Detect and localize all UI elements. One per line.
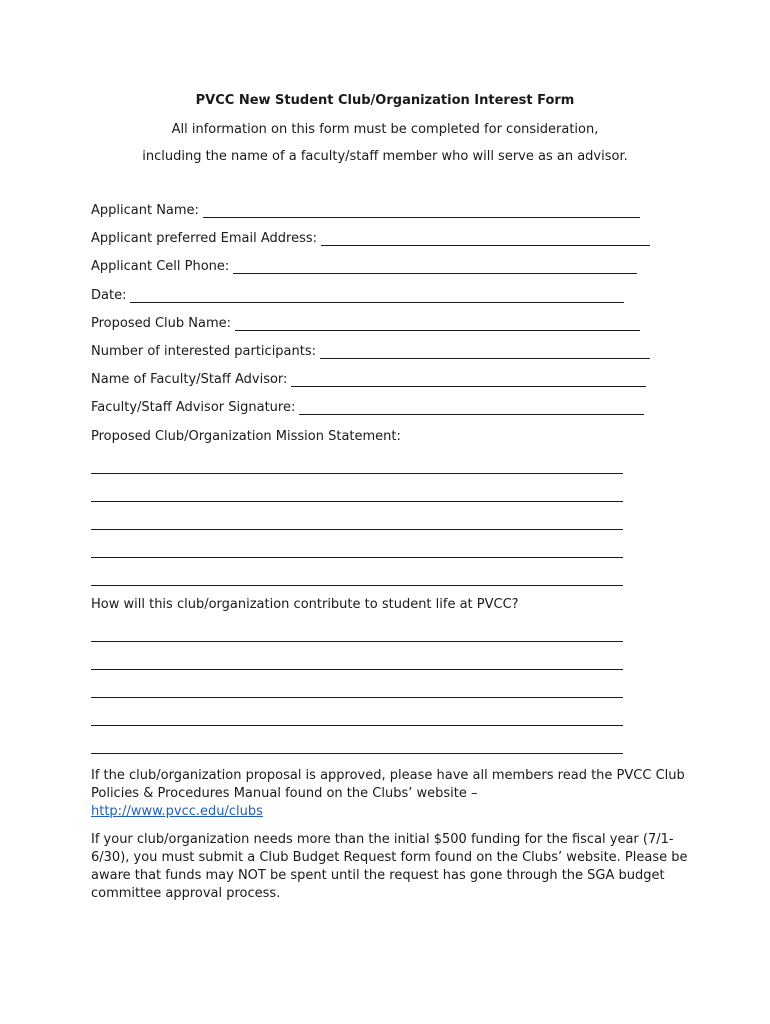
contribution-line[interactable] — [91, 696, 623, 698]
contribution-prompt: How will this club/organization contribute to student life at PVCC? — [91, 597, 519, 612]
participants-label: Number of interested participants: — [91, 344, 317, 359]
email-label: Applicant preferred Email Address: — [91, 231, 317, 246]
contribution-line[interactable] — [91, 668, 623, 670]
approval-text: If the club/organization proposal is approved, please have all members read the PVCC Club Policies & Procedures Manual found on the Clubs’ website – — [91, 768, 685, 801]
intro-line-2: including the name of a faculty/staff member who will serve as an advisor. — [142, 149, 628, 164]
contribution-line[interactable] — [91, 724, 623, 726]
cell-phone-line[interactable] — [233, 260, 637, 274]
date-label: Date: — [91, 288, 127, 303]
applicant-name-label: Applicant Name: — [91, 203, 199, 218]
applicant-name-field[interactable] — [91, 203, 640, 218]
advisor-signature-line[interactable] — [299, 401, 644, 415]
mission-line[interactable] — [91, 556, 623, 558]
advisor-signature-field[interactable] — [91, 400, 644, 415]
intro-line-1: All information on this form must be completed for consideration, — [171, 122, 599, 137]
cell-phone-field[interactable] — [91, 259, 637, 274]
participants-line[interactable] — [320, 345, 650, 359]
club-name-line[interactable] — [235, 317, 640, 331]
form-title: PVCC New Student Club/Organization Interest Form — [195, 93, 575, 108]
email-line[interactable] — [321, 232, 650, 246]
club-name-label: Proposed Club Name: — [91, 316, 232, 331]
applicant-name-line[interactable] — [203, 204, 640, 218]
contribution-line[interactable] — [91, 640, 623, 642]
club-name-field[interactable] — [91, 316, 640, 331]
date-line[interactable] — [130, 289, 624, 303]
advisor-name-label: Name of Faculty/Staff Advisor: — [91, 372, 288, 387]
mission-line[interactable] — [91, 584, 623, 586]
advisor-name-field[interactable] — [91, 372, 646, 387]
approval-paragraph — [91, 767, 691, 821]
advisor-signature-label: Faculty/Staff Advisor Signature: — [91, 400, 296, 415]
cell-phone-label: Applicant Cell Phone: — [91, 259, 230, 274]
mission-line[interactable] — [91, 472, 623, 474]
contribution-line[interactable] — [91, 752, 623, 754]
clubs-website-link[interactable]: http://www.pvcc.edu/clubs — [91, 804, 263, 819]
funding-paragraph: If your club/organization needs more than the initial $500 funding for the fiscal year (7/1-6/30), you must submit a Club Budget Request form found on the Clubs’ website. Please be aware that funds may NOT be spent until the request has gone through the SGA budget committee approval process. — [91, 832, 688, 901]
participants-field[interactable] — [91, 344, 650, 359]
mission-prompt: Proposed Club/Organization Mission Statement: — [91, 429, 401, 444]
mission-line[interactable] — [91, 528, 623, 530]
date-field[interactable] — [91, 288, 624, 303]
email-field[interactable] — [91, 231, 650, 246]
mission-line[interactable] — [91, 500, 623, 502]
advisor-name-line[interactable] — [291, 373, 646, 387]
